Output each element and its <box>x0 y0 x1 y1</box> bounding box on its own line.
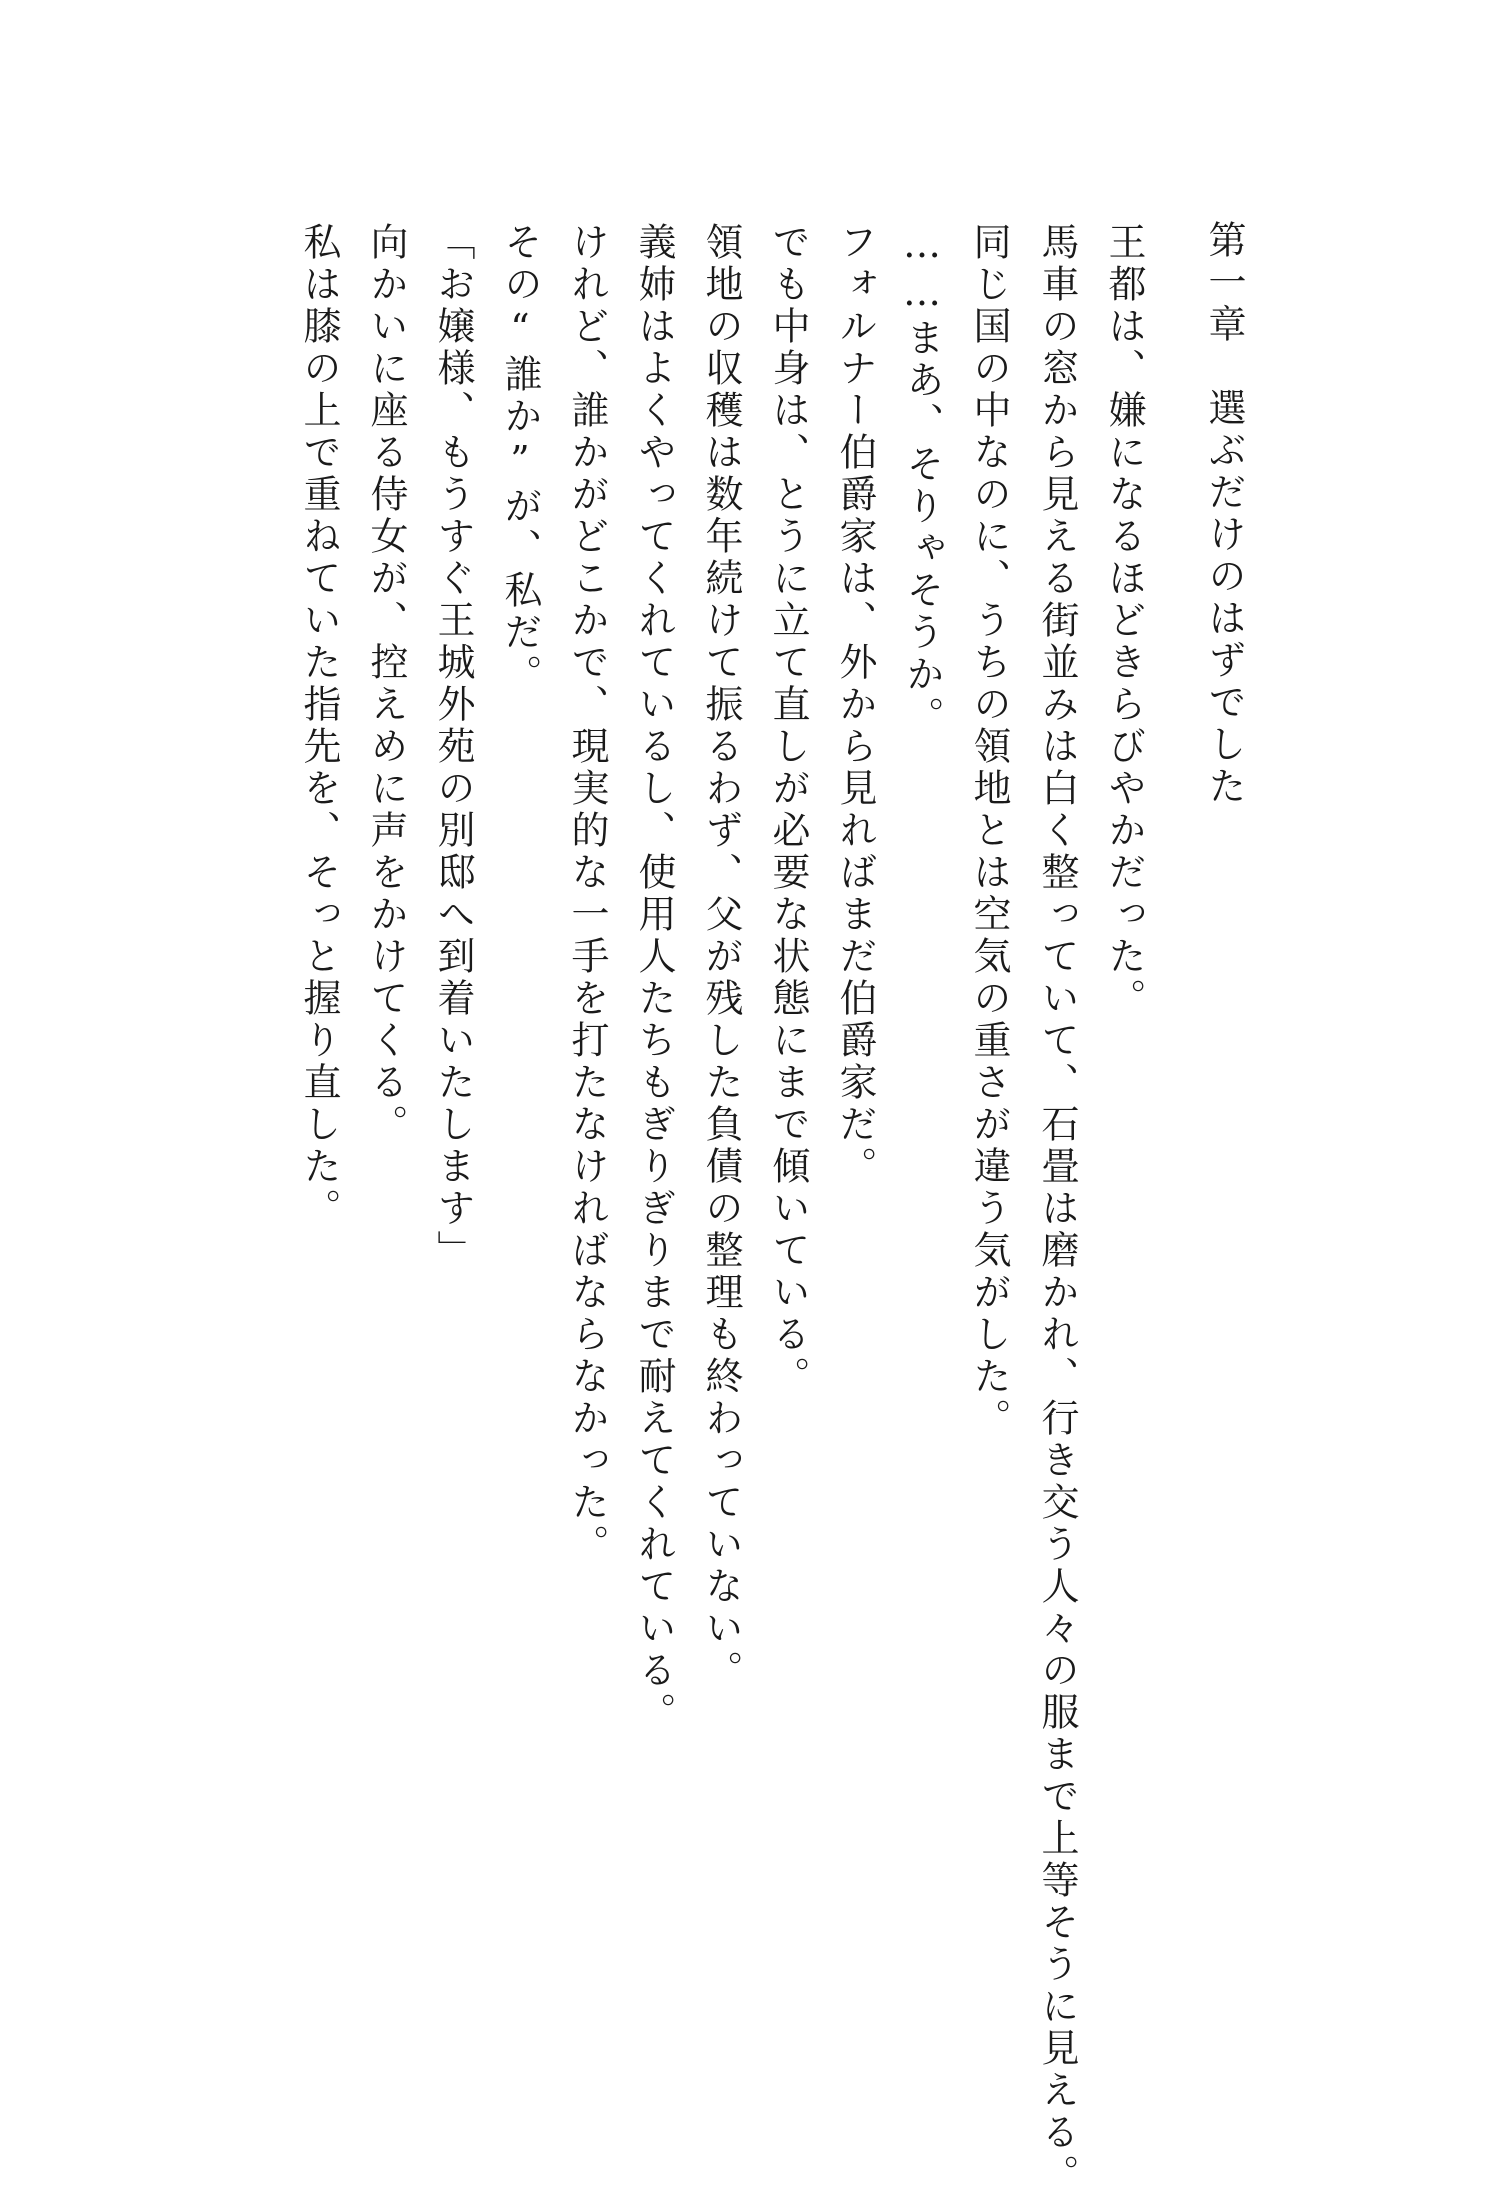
paragraph-line: その“誰か”が、私だ。 <box>498 222 542 696</box>
paragraph-line: ……まあ、そりゃそうか。 <box>900 222 944 738</box>
paragraph-line: 領地の収穫は数年続けて振るわず、父が残した負債の整理も終わっていない。 <box>699 222 743 1692</box>
paragraph-line: でも中身は、とうに立て直しが必要な状態にまで傾いている。 <box>766 222 810 1398</box>
dialogue-line: 「お嬢様、もうすぐ王城外苑の別邸へ到着いたします」 <box>431 222 475 1272</box>
paragraph-line: 義姉はよくやってくれているし、使用人たちもぎりぎりまで耐えてくれている。 <box>632 222 676 1734</box>
paragraph-line: 王都は、嫌になるほどきらびやかだった。 <box>1102 222 1146 1020</box>
paragraph-line: 馬車の窓から見える街並みは白く整っていて、石畳は磨かれ、行き交う人々の服まで上等そうに見える。 <box>1035 222 1079 2196</box>
paragraph-line: 同じ国の中なのに、うちの領地とは空気の重さが違う気がした。 <box>967 222 1011 1440</box>
paragraph-line: フォルナー伯爵家は、外から見ればまだ伯爵家だ。 <box>833 222 877 1188</box>
paragraph-line: 私は膝の上で重ねていた指先を、そっと握り直した。 <box>297 222 341 1230</box>
paragraph-line: 向かいに座る侍女が、控えめに声をかけてくる。 <box>364 222 408 1146</box>
chapter-title: 第一章 選ぶだけのはずでした <box>1202 220 1246 808</box>
paragraph-line: けれど、誰かがどこかで、現実的な一手を打たなければならなかった。 <box>565 222 609 1566</box>
